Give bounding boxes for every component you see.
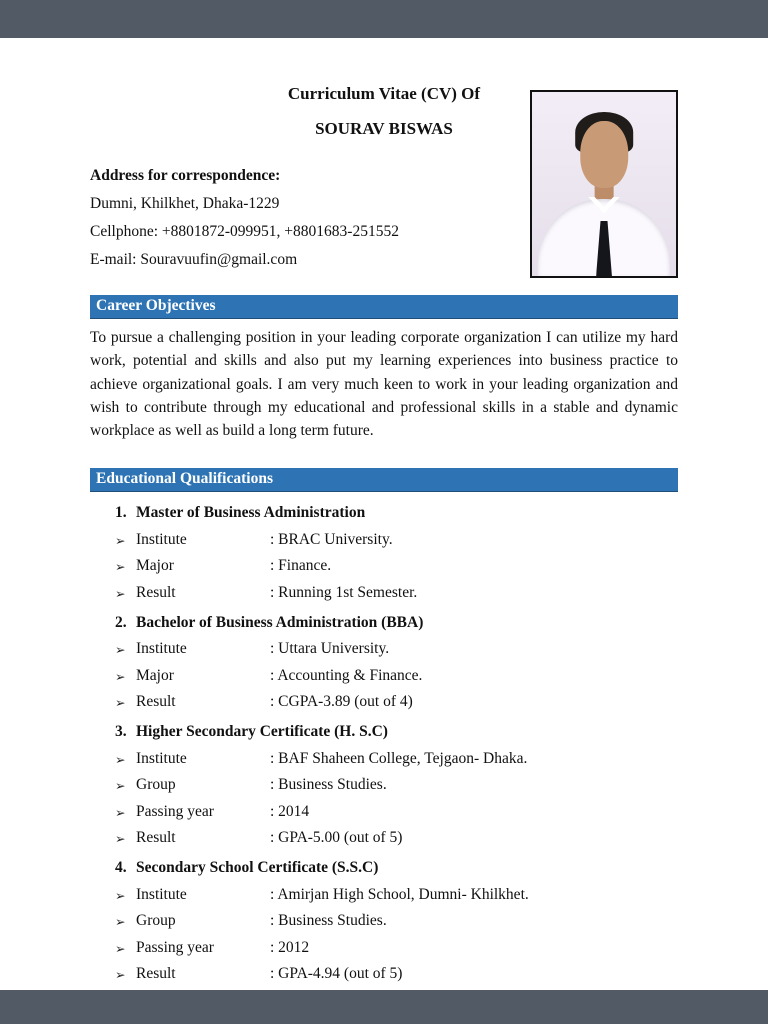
qualification-row bbox=[115, 886, 678, 904]
contact-address: Dumni, Khilkhet, Dhaka-1229 bbox=[90, 195, 280, 212]
education-item-heading bbox=[115, 859, 678, 877]
education-item-heading bbox=[115, 614, 678, 632]
education-item-number: 2. bbox=[115, 613, 127, 631]
qualification-value: : CGPA-3.89 (out of 4) bbox=[270, 693, 413, 711]
arrow-bullet-icon: ➢ bbox=[115, 642, 126, 658]
qualification-label: Institute bbox=[136, 749, 187, 767]
qualification-value: : Running 1st Semester. bbox=[270, 583, 418, 601]
qualification-value: : Amirjan High School, Dumni- Khilkhet. bbox=[270, 885, 529, 903]
education-item-heading bbox=[115, 504, 678, 522]
arrow-bullet-icon: ➢ bbox=[115, 887, 126, 903]
arrow-bullet-icon: ➢ bbox=[115, 751, 126, 767]
qualification-value: : Accounting & Finance. bbox=[270, 666, 423, 684]
section-header-career-objectives: Career Objectives bbox=[90, 295, 678, 319]
portrait-photo bbox=[530, 90, 678, 278]
qualification-row bbox=[115, 557, 678, 575]
qualification-label: Institute bbox=[136, 640, 187, 658]
qualification-label: Major bbox=[136, 557, 174, 575]
qualification-row bbox=[115, 912, 678, 930]
qualification-value: : GPA-5.00 (out of 5) bbox=[270, 829, 403, 847]
qualification-value: : Finance. bbox=[270, 557, 332, 575]
qualification-row bbox=[115, 640, 678, 658]
arrow-bullet-icon: ➢ bbox=[115, 914, 126, 930]
qualification-row bbox=[115, 584, 678, 602]
qualification-row bbox=[115, 750, 678, 768]
career-objectives-text: To pursue a challenging position in your leading corporate organization I can utilize my hard work, potential and skills and also put my learning experiences into business practice to achieve organizational goals. I am very much keen to work in your leading organization and wish to contribute through my educational and professional skills in a stable and dynamic workplace as well as build a long term future. bbox=[90, 329, 678, 439]
qualification-row bbox=[115, 965, 678, 983]
qualification-row bbox=[115, 776, 678, 794]
contact-cellphone: Cellphone: +8801872-099951, +8801683-251552 bbox=[90, 223, 399, 240]
arrow-bullet-icon: ➢ bbox=[115, 559, 126, 575]
cv-page bbox=[0, 38, 768, 990]
qualification-label: Institute bbox=[136, 885, 187, 903]
qualification-row bbox=[115, 693, 678, 711]
cv-name: SOURAV BISWAS bbox=[315, 119, 453, 138]
qualification-value: : Business Studies. bbox=[270, 912, 387, 930]
qualification-row bbox=[115, 667, 678, 685]
arrow-bullet-icon: ➢ bbox=[115, 695, 126, 711]
qualification-label: Institute bbox=[136, 530, 187, 548]
education-item-title: Bachelor of Business Administration (BBA) bbox=[136, 613, 424, 631]
qualification-value: : BRAC University. bbox=[270, 530, 393, 548]
qualification-value: : 2014 bbox=[270, 802, 310, 820]
arrow-bullet-icon: ➢ bbox=[115, 532, 126, 548]
qualification-row bbox=[115, 939, 678, 957]
qualification-label: Result bbox=[136, 829, 176, 847]
education-item-heading bbox=[115, 723, 678, 741]
arrow-bullet-icon: ➢ bbox=[115, 585, 126, 601]
qualification-value: : Uttara University. bbox=[270, 640, 390, 658]
education-item-number: 4. bbox=[115, 859, 127, 877]
qualification-label: Result bbox=[136, 965, 176, 983]
education-item-number: 1. bbox=[115, 504, 127, 522]
qualification-label: Passing year bbox=[136, 938, 214, 956]
qualification-row bbox=[115, 531, 678, 549]
contact-heading: Address for correspondence: bbox=[90, 167, 281, 184]
arrow-bullet-icon: ➢ bbox=[115, 804, 126, 820]
qualification-label: Result bbox=[136, 583, 176, 601]
section-header-educational-qualifications: Educational Qualifications bbox=[90, 468, 678, 492]
qualification-value: : GPA-4.94 (out of 5) bbox=[270, 965, 403, 983]
education-item-title: Master of Business Administration bbox=[136, 504, 366, 522]
arrow-bullet-icon: ➢ bbox=[115, 940, 126, 956]
arrow-bullet-icon: ➢ bbox=[115, 778, 126, 794]
education-list bbox=[90, 504, 678, 983]
qualification-label: Group bbox=[136, 776, 176, 794]
qualification-value: : BAF Shaheen College, Tejgaon- Dhaka. bbox=[270, 749, 528, 767]
portrait-face bbox=[580, 121, 628, 187]
contact-email: E-mail: Souravuufin@gmail.com bbox=[90, 251, 298, 268]
arrow-bullet-icon: ➢ bbox=[115, 831, 126, 847]
education-item-title: Secondary School Certificate (S.S.C) bbox=[136, 859, 379, 877]
education-item-number: 3. bbox=[115, 723, 127, 741]
qualification-value: : 2012 bbox=[270, 938, 310, 956]
qualification-label: Passing year bbox=[136, 802, 214, 820]
arrow-bullet-icon: ➢ bbox=[115, 668, 126, 684]
cv-title: Curriculum Vitae (CV) Of bbox=[287, 84, 481, 103]
qualification-row bbox=[115, 803, 678, 821]
arrow-bullet-icon: ➢ bbox=[115, 967, 126, 983]
qualification-label: Result bbox=[136, 693, 176, 711]
education-item-title: Higher Secondary Certificate (H. S.C) bbox=[136, 723, 388, 741]
qualification-label: Group bbox=[136, 912, 176, 930]
qualification-label: Major bbox=[136, 666, 174, 684]
qualification-value: : Business Studies. bbox=[270, 776, 387, 794]
qualification-row bbox=[115, 829, 678, 847]
